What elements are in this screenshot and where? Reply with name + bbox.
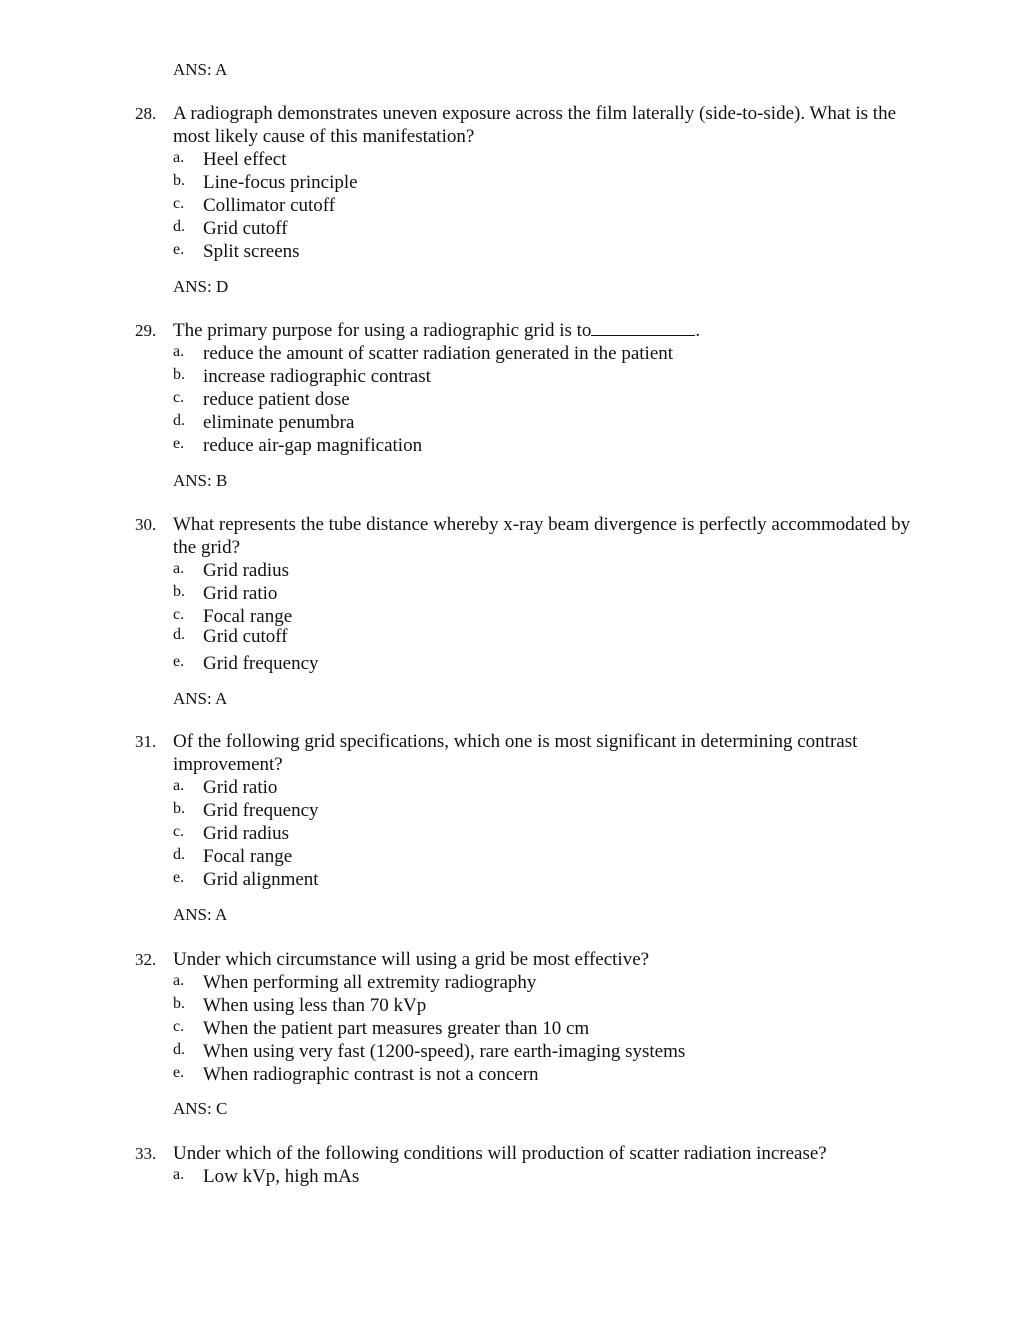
options-list [173,342,935,457]
question-31 [135,730,935,891]
option-e [173,868,935,891]
option-text: Heel effect [203,149,287,170]
option-text: Grid alignment [203,869,319,890]
question-33 [135,1142,935,1188]
question-number: 29. [135,321,157,340]
question-stem: Of the following grid specifications, which one is most significant in determining contrast improvement? [173,731,858,775]
question-number: 28. [135,104,157,123]
option-c [173,1017,935,1040]
option-text: Low kVp, high mAs [203,1166,360,1187]
option-text: Collimator cutoff [203,195,336,216]
option-text: When performing all extremity radiography [203,972,537,993]
option-e [173,240,935,263]
option-letter: c. [173,195,185,212]
option-d [173,627,935,647]
option-text: Focal range [203,846,293,867]
question-number: 31. [135,732,157,751]
option-letter: c. [173,1018,185,1035]
option-d [173,845,935,868]
option-text: Grid frequency [203,800,319,821]
question-stem: The primary purpose for using a radiographic grid is to [173,320,592,341]
option-text: increase radiographic contrast [203,366,431,387]
options-list [173,148,935,263]
option-text: When the patient part measures greater than 10 cm [203,1018,590,1039]
options-list [173,559,935,675]
option-b [173,171,935,194]
option-letter: b. [173,583,185,600]
option-text: When using very fast (1200-speed), rare earth-imaging systems [203,1041,686,1062]
answer-31: ANS: A [173,905,228,924]
option-e [173,1063,935,1086]
option-text: Line-focus principle [203,172,358,193]
answer-29: ANS: B [173,471,228,490]
question-text [135,730,935,776]
option-letter: b. [173,172,185,189]
question-text [135,102,935,148]
question-text [135,319,935,342]
question-text [135,1142,935,1165]
option-letter: d. [173,412,185,429]
option-letter: b. [173,366,185,383]
option-a [173,342,935,365]
option-text: Grid cutoff [203,626,288,647]
option-c [173,388,935,411]
option-text: reduce the amount of scatter radiation generated in the patient [203,343,674,364]
option-text: reduce air-gap magnification [203,435,423,456]
option-text: Grid ratio [203,777,278,798]
question-stem-end: . [695,320,701,341]
option-d [173,1040,935,1063]
options-list [173,1165,935,1188]
answer-28: ANS: D [173,277,229,296]
option-d [173,217,935,240]
option-letter: d. [173,218,185,235]
question-number: 32. [135,950,157,969]
option-letter: e. [173,869,185,886]
option-e [173,652,935,675]
question-text [135,513,935,559]
option-letter: a. [173,343,185,360]
question-stem: A radiograph demonstrates uneven exposure across the film laterally (side-to-side). What is the most likely cause of this manifestation? [173,103,897,147]
option-a [173,971,935,994]
option-letter: a. [173,1166,185,1183]
option-text: Split screens [203,241,300,262]
option-text: When using less than 70 kVp [203,995,427,1016]
option-text: reduce patient dose [203,389,350,410]
option-letter: e. [173,241,185,258]
option-letter: a. [173,777,185,794]
question-29 [135,319,935,457]
option-letter: e. [173,1064,185,1081]
option-a [173,559,935,582]
option-b [173,582,935,605]
answer-blank [591,319,695,336]
option-text: Grid ratio [203,583,278,604]
option-letter: c. [173,389,185,406]
option-text: Grid cutoff [203,218,288,239]
answer-27: ANS: A [173,60,228,79]
option-letter: e. [173,435,185,452]
answer-32: ANS: C [173,1099,228,1118]
options-list [173,971,935,1086]
option-c [173,194,935,217]
option-a [173,776,935,799]
option-e [173,434,935,457]
option-letter: c. [173,606,185,623]
question-number: 30. [135,515,157,534]
option-b [173,994,935,1017]
question-text [135,948,935,971]
answer-30: ANS: A [173,689,228,708]
option-text: Grid frequency [203,653,319,674]
question-stem: Under which circumstance will using a grid be most effective? [173,949,650,970]
option-text: Grid radius [203,823,290,844]
option-letter: a. [173,972,185,989]
question-32 [135,948,935,1086]
option-text: Focal range [203,606,293,627]
question-stem: Under which of the following conditions will production of scatter radiation increase? [173,1143,827,1164]
option-a [173,148,935,171]
option-letter: b. [173,995,185,1012]
question-28 [135,102,935,263]
option-letter: a. [173,560,185,577]
option-b [173,799,935,822]
option-letter: a. [173,149,185,166]
option-letter: c. [173,823,185,840]
option-letter: d. [173,626,185,643]
option-letter: d. [173,846,185,863]
option-letter: b. [173,800,185,817]
question-number: 33. [135,1144,157,1163]
option-text: Grid radius [203,560,290,581]
question-stem: What represents the tube distance whereby x-ray beam divergence is perfectly accommodated by the grid? [173,514,911,558]
option-text: When radiographic contrast is not a concern [203,1064,539,1085]
option-c [173,607,935,627]
option-letter: d. [173,1041,185,1058]
options-list [173,776,935,891]
option-letter: e. [173,653,185,670]
option-b [173,365,935,388]
option-a [173,1165,935,1188]
option-c [173,822,935,845]
option-d [173,411,935,434]
option-text: eliminate penumbra [203,412,355,433]
question-30 [135,513,935,675]
